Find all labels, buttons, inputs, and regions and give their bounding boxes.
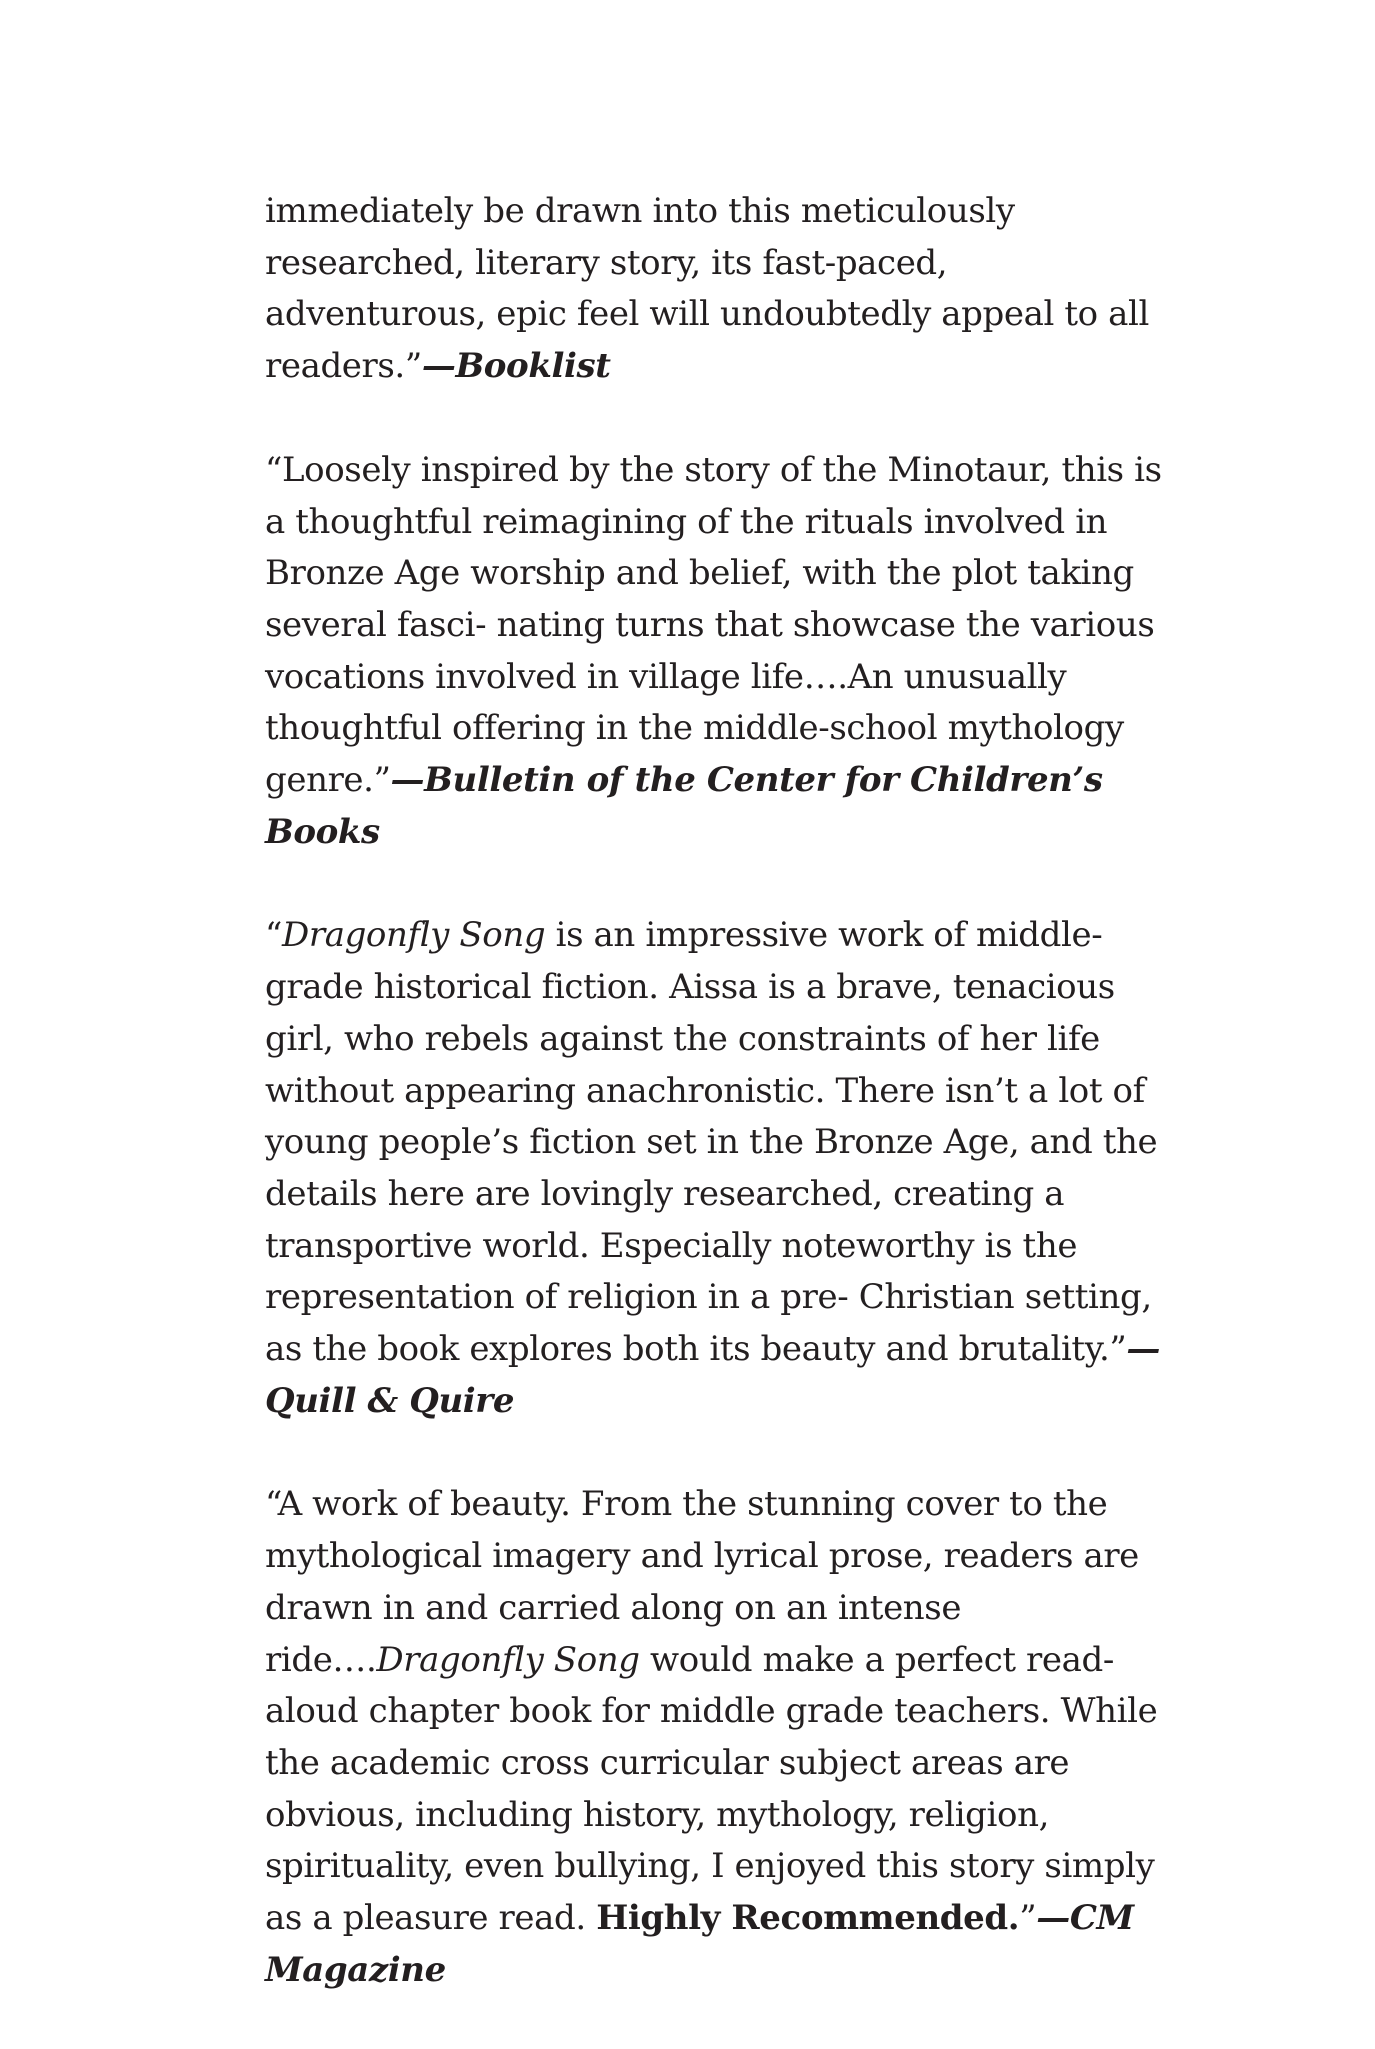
blurb-source: Booklist [455, 346, 611, 387]
book-title: Dragonfly Song [281, 915, 546, 956]
blurb-text: is an impressive work of middle-grade historical fiction. Aissa is a brave, tenacious girl, who rebels against the constraints of her life without appearing anachronistic. There isn’t a lot of young people’s fiction set in the Bronze Age, and the details here are lovingly researched, creating a transportive world. Especially noteworthy is the representation of religion in a pre- Christian setting, as the book explores both its beauty and brutality.” [265, 915, 1158, 1370]
blurb-source: CM Magazine [265, 1898, 1134, 1990]
blurb-source: Quill & Quire [265, 1380, 515, 1421]
blurb-text: “Loosely inspired by the story of the Minotaur, this is a thoughtful reimagining of the rituals involved in Bronze Age worship and belief, with the plot taking several fasci- nating turns that showcase the various vocations involved in village life….An unusually thoughtful offering in the middle-school mythology genre.” [265, 449, 1162, 801]
blurb-quill-quire [265, 910, 1175, 1427]
blurb-dash: — [390, 760, 425, 801]
blurb-dash: — [421, 346, 456, 387]
blurb-booklist [265, 186, 1175, 393]
highlight-text: Highly Recommended. [596, 1898, 1020, 1939]
blurb-text: “A work of beauty. From the stunning cover to the mythological imagery and lyrical prose, readers are drawn in and carried along on an intense ride…. [265, 1484, 1139, 1680]
blurb-open-quote: “ [265, 915, 282, 956]
book-title: Dragonfly Song [376, 1639, 640, 1680]
blurb-dash: — [1036, 1898, 1070, 1939]
review-blurbs [265, 186, 1175, 2049]
blurb-text-continued: would make a perfect read-aloud chapter book for middle grade teachers. While the academic cross curricular subject areas are obvious, including history, mythology, religion, spirituality, even bullying, I enjoyed this story simply as a pleasure read. [265, 1639, 1158, 1939]
blurb-text: immediately be drawn into this meticulously researched, literary story, its fast-paced, adventurous, epic feel will undoubtedly appeal to all readers.” [265, 191, 1149, 387]
blurb-close-quote: ” [1019, 1898, 1037, 1939]
blurb-source: Bulletin of the Center for Children’s Books [265, 760, 1103, 852]
blurb-bulletin [265, 445, 1175, 859]
blurb-cm-magazine [265, 1479, 1175, 1996]
blurb-dash: — [1126, 1329, 1160, 1370]
